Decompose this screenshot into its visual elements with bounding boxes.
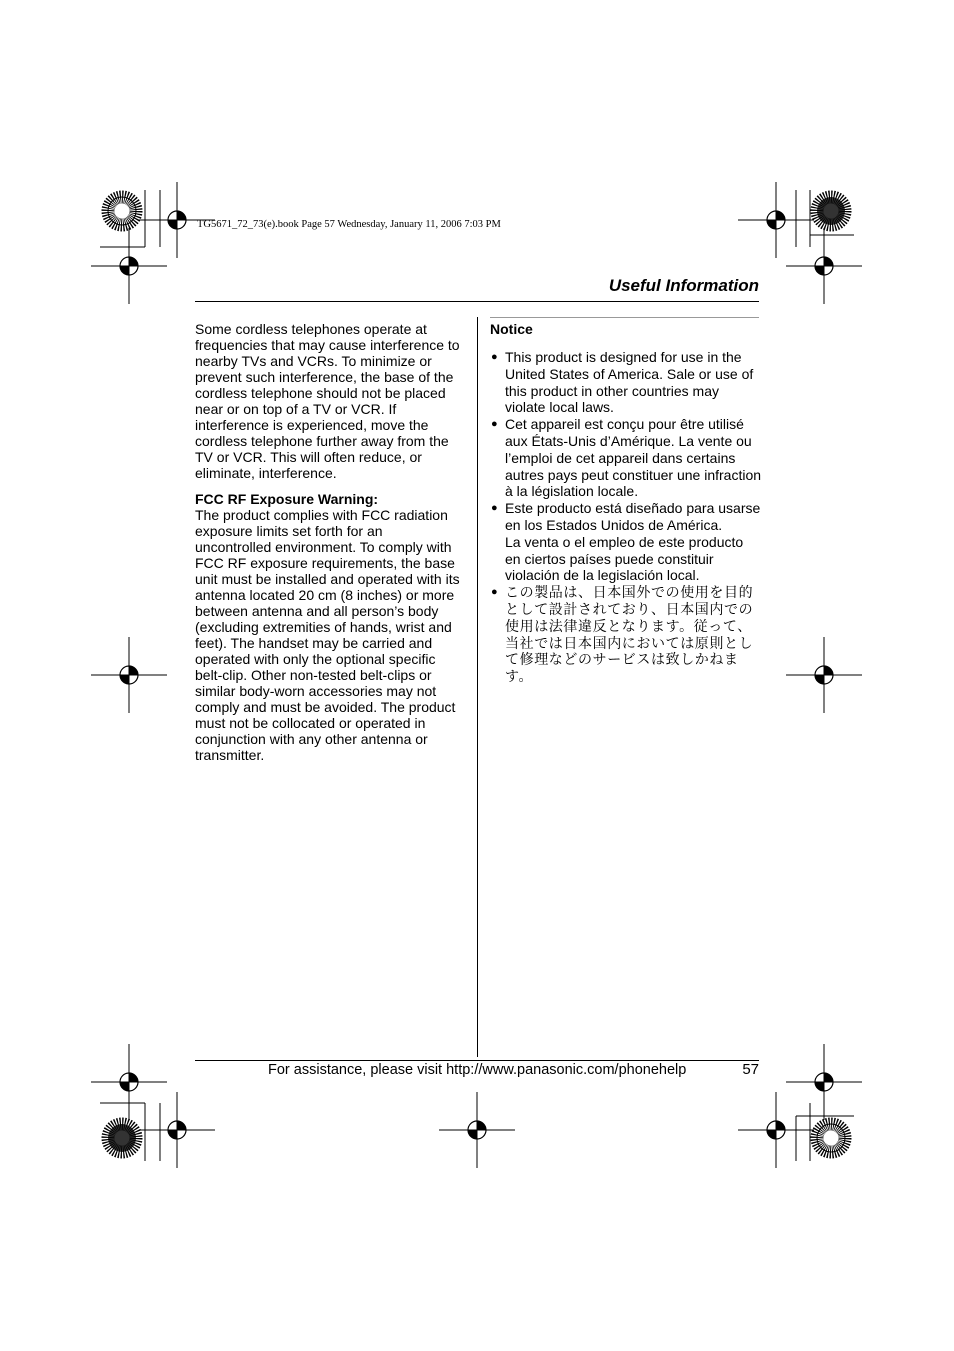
notice-item-text: この製品は、日本国外での使用を目的として設計されており、日本国内での使用は法律違反となります。従って、当社では日本国内においては原則として修理などのサービスは致しかねます。	[505, 584, 754, 685]
column-divider	[477, 317, 478, 1057]
footer-rule	[195, 1060, 759, 1061]
registration-target-icon	[91, 228, 167, 304]
notice-list	[490, 349, 762, 685]
registration-target-icon	[738, 182, 814, 258]
bullet-icon: ●	[491, 418, 498, 431]
registration-target-icon	[91, 1044, 167, 1120]
registration-target-icon	[139, 1092, 215, 1168]
interference-paragraph: Some cordless telephones operate at frequencies that may cause interference to nearby TVs and VCRs. To minimize or prevent such interference, the base of the cordless telephone should not be placed near or on top of a TV or VCR. If interference is experienced, move the cordless telephone further away from the TV or VCR. This will often reduce, or eliminate, interference.	[195, 321, 460, 481]
notice-heading: Notice	[490, 321, 533, 337]
notice-item-text: This product is designed for use in the United States of America. Sale or use of this product in other countries may violate local laws.	[505, 349, 754, 416]
register-star-top-left-icon	[108, 197, 136, 225]
notice-item-japanese	[490, 584, 762, 685]
notice-item-text: Cet appareil est conçu pour être utilisé aux États-Unis d’Amérique. La vente ou l’emploi de cet appareil dans certains autres pays peut constituer une infraction à la législation locale.	[505, 416, 762, 500]
notice-item-english	[490, 349, 762, 416]
assistance-footer: For assistance, please visit http://www.panasonic.com/phonehelp	[268, 1062, 687, 1078]
bullet-icon: ●	[491, 586, 498, 599]
notice-rule	[490, 317, 759, 318]
registration-target-icon	[786, 1044, 862, 1120]
bullet-icon: ●	[491, 502, 498, 515]
registration-target-icon	[738, 1092, 814, 1168]
header-rule	[195, 301, 759, 302]
fcc-warning-paragraph: The product complies with FCC radiation exposure limits set forth for an uncontrolled environment. To comply with FCC RF exposure requirements, the base unit must be installed and operated with its antenna located 20 cm (8 inches) or more between antenna and all person’s body (excluding extremities of hands, wrist and feet). The handset may be carried and operated with only the optional specific belt-clip. Other non-tested belt-clips or similar body-worn accessories may not comply and must be avoided. The product must not be collocated or operated in conjunction with any other antenna or transmitter.	[195, 507, 460, 763]
print-info-stamp: TG5671_72_73(e).book Page 57 Wednesday, January 11, 2006 7:03 PM	[197, 219, 501, 230]
registration-target-icon	[439, 1092, 515, 1168]
register-star-bottom-left-icon	[108, 1124, 136, 1152]
notice-item-text: Este producto está diseñado para usarse en los Estados Unidos de América. La venta o el empleo de este producto en ciertos países puede constituir violación de la legislación local.	[505, 500, 761, 584]
notice-item-spanish	[490, 500, 762, 584]
registration-target-icon	[91, 637, 167, 713]
register-star-bottom-right-icon	[817, 1124, 845, 1152]
bullet-icon: ●	[491, 351, 498, 363]
section-title: Useful Information	[608, 276, 759, 295]
registration-target-icon	[786, 637, 862, 713]
page-number: 57	[742, 1061, 759, 1078]
fcc-warning-heading: FCC RF Exposure Warning:	[195, 491, 379, 507]
left-column	[195, 321, 461, 763]
registration-target-icon	[786, 228, 862, 304]
register-star-top-right-icon	[817, 197, 845, 225]
notice-item-french	[490, 416, 762, 500]
